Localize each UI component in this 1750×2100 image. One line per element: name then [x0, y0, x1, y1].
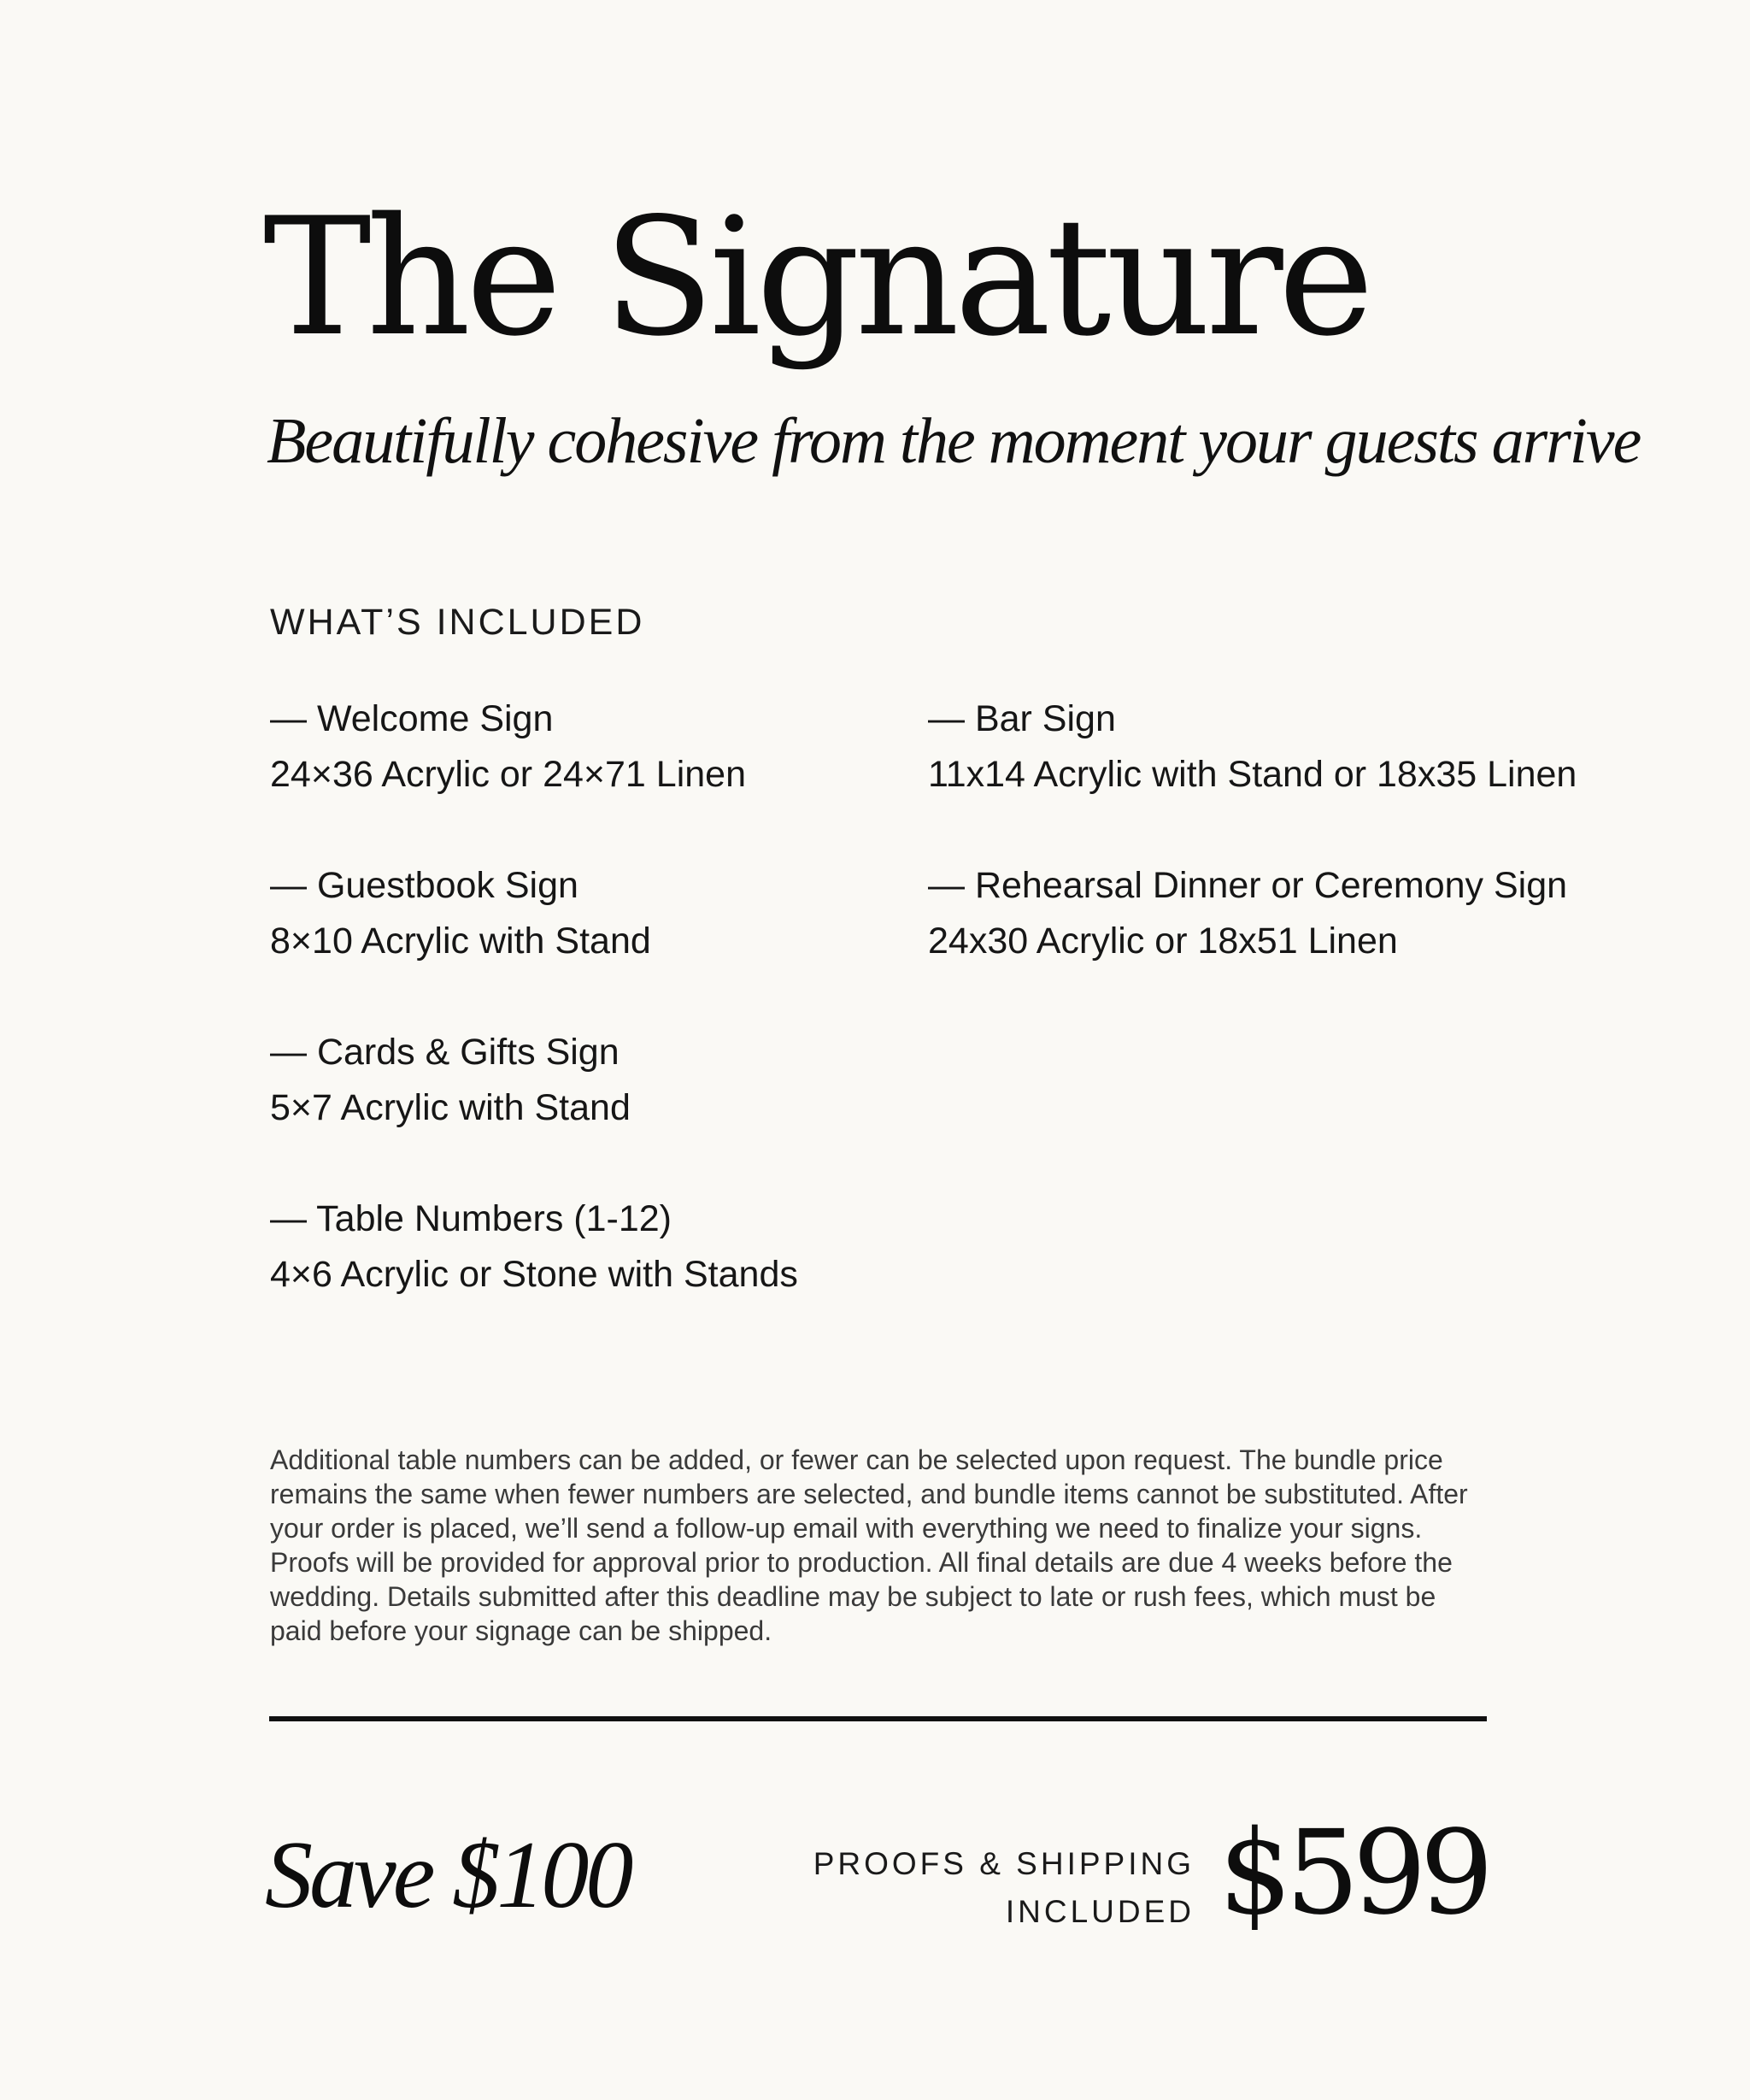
item-spec: 5×7 Acrylic with Stand — [270, 1087, 631, 1128]
proofs-shipping-note — [813, 1840, 1195, 1936]
included-item-rehearsal-ceremony-sign — [928, 858, 1567, 969]
page-subtitle: Beautifully cohesive from the moment your guests arrive — [267, 405, 1641, 477]
item-name: — Cards & Gifts Sign — [270, 1032, 620, 1073]
included-item-guestbook-sign — [270, 858, 651, 969]
savings-label: Save $100 — [265, 1822, 631, 1928]
item-name: — Rehearsal Dinner or Ceremony Sign — [928, 865, 1568, 906]
included-item-table-numbers — [270, 1191, 798, 1303]
item-name: — Guestbook Sign — [270, 865, 578, 906]
item-spec: 4×6 Acrylic or Stone with Stands — [270, 1254, 798, 1295]
item-spec: 8×10 Acrylic with Stand — [270, 921, 651, 962]
item-spec: 11x14 Acrylic with Stand or 18x35 Linen — [928, 754, 1577, 795]
item-spec: 24×36 Acrylic or 24×71 Linen — [270, 754, 747, 795]
included-item-welcome-sign — [270, 691, 746, 803]
included-heading: WHAT’S INCLUDED — [270, 602, 645, 643]
included-item-cards-gifts-sign — [270, 1025, 631, 1136]
divider-rule — [269, 1716, 1487, 1721]
terms-notes: Additional table numbers can be added, or fewer can be selected upon request. The bundle price remains the same when fewer numbers are selected, and bundle items cannot be substituted. After your order is placed, we’ll send a follow-up email with everything we need to finalize your signs. Proofs will be provided for approval prior to production. All final details are due 4 weeks before the wedding. Details submitted after this deadline may be subject to late or rush fees, which must be paid before your signage can be shipped. — [270, 1444, 1468, 1646]
item-spec: 24x30 Acrylic or 18x51 Linen — [928, 921, 1398, 962]
item-name: — Welcome Sign — [270, 698, 554, 739]
bundle-price: $599 — [1218, 1806, 1487, 1941]
proofs-shipping-line-2: INCLUDED — [1005, 1894, 1195, 1929]
included-item-bar-sign — [928, 691, 1577, 803]
item-name: — Bar Sign — [928, 698, 1116, 739]
page-title: The Signature — [263, 183, 1370, 372]
item-name: — Table Numbers (1-12) — [270, 1198, 672, 1239]
proofs-shipping-line-1: PROOFS & SHIPPING — [813, 1846, 1195, 1881]
